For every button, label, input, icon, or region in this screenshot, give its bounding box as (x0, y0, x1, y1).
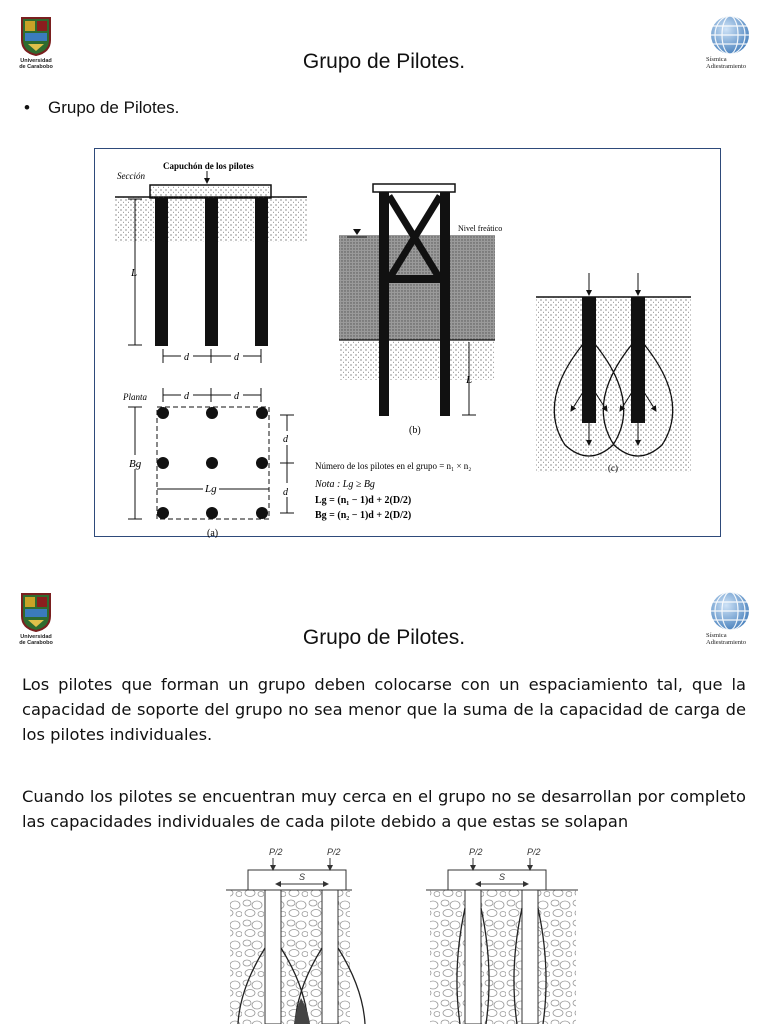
pile-c-left (582, 297, 596, 423)
pile-b-right (440, 192, 450, 416)
label-load: P/2 (527, 847, 541, 857)
plan-pile (157, 407, 169, 419)
pile-cap (150, 185, 271, 198)
university-name-line1: Universidad (20, 634, 52, 640)
formula-numero: Número de los pilotes en el grupo = n₁ × n₂ (315, 461, 472, 471)
pile (255, 198, 268, 346)
label-load: P/2 (327, 847, 341, 857)
caption-c: (c) (608, 463, 618, 473)
pile-c-right (631, 297, 645, 423)
slide-2 (0, 576, 768, 1024)
university-name-line1: Universidad (20, 58, 52, 64)
paragraph-spacing: Los pilotes que forman un grupo deben colocarse con un espaciamiento tal, que la capacidad de soporte del grupo no sea menor que la suma de la capacidad de carga de los pilotes individuales. (22, 675, 746, 744)
university-name-line2: de Carabobo (19, 64, 53, 70)
label-spacing: S (499, 872, 506, 882)
pile-cap (448, 870, 546, 890)
label-capuchon: Capuchón de los pilotes (163, 161, 254, 171)
plan-pile (157, 457, 169, 469)
label-nivel-freatico: Nivel freático (458, 224, 503, 233)
pile (465, 890, 481, 1024)
label-L: L (466, 374, 473, 386)
formula-bg: Bg = (n₂ − 1)d + 2(D/2) (315, 510, 412, 521)
plan-pile (256, 507, 268, 519)
pile (322, 890, 338, 1024)
sismica-name-line2: Adiestramiento (706, 63, 747, 70)
label-d: d (283, 487, 288, 498)
bullet-dot-icon: • (24, 98, 30, 117)
pile (265, 890, 281, 1024)
plan-pile (206, 507, 218, 519)
label-L: L (131, 267, 138, 279)
label-Lg: Lg (205, 483, 217, 495)
caption-a: (a) (207, 528, 219, 538)
pile-group-overlap (226, 847, 365, 1024)
pile-group-figure (94, 148, 721, 537)
label-d: d (283, 434, 288, 445)
bullet-item (24, 98, 179, 118)
label-d: d (184, 391, 189, 402)
plan-pile (256, 407, 268, 419)
pile (522, 890, 538, 1024)
caption-b: (b) (409, 425, 421, 436)
sismica-name-line1: Sísmica (706, 632, 727, 639)
label-load: P/2 (469, 847, 483, 857)
pile-cap (248, 870, 346, 890)
sismica-name-line1: Sísmica (706, 56, 727, 63)
label-d: d (184, 352, 189, 363)
formula-nota: Nota : Lg ≥ Bg (315, 479, 375, 490)
label-spacing: S (299, 872, 306, 882)
overlap-figure (220, 838, 580, 1024)
pile (155, 198, 168, 346)
label-d: d (234, 391, 239, 402)
plan-pile (206, 457, 218, 469)
brace-beam (389, 275, 440, 283)
slide-title: Grupo de Pilotes. (302, 50, 466, 73)
bullet-text: Grupo de Pilotes. (48, 98, 180, 117)
platform-deck (373, 184, 455, 192)
slide-title: Grupo de Pilotes. (302, 626, 466, 649)
plan-pile (256, 457, 268, 469)
label-Bg: Bg (129, 458, 142, 470)
formula-lg: Lg = (n₁ − 1)d + 2(D/2) (315, 495, 412, 506)
pile (205, 198, 218, 346)
label-d: d (234, 352, 239, 363)
plan-pile-grid (157, 407, 268, 519)
sismica-name-line2: Adiestramiento (706, 639, 747, 646)
label-planta: Planta (123, 392, 147, 402)
water-table-zone (339, 235, 495, 340)
pile-b-left (379, 192, 389, 416)
plan-pile (206, 407, 218, 419)
pile-group-diagram (95, 149, 722, 538)
paragraph-overlap: Cuando los pilotes se encuentran muy cerca en el grupo no se desarrollan por completo las capacidades individuales de cada pilote debido a que estas se solapan (22, 787, 746, 831)
university-name-line2: de Carabobo (19, 640, 53, 646)
plan-pile (157, 507, 169, 519)
label-seccion: Sección (117, 171, 145, 181)
label-load: P/2 (269, 847, 283, 857)
water-level-icon (353, 229, 361, 235)
pile-group-spaced (426, 847, 578, 1024)
soil-pebbles (430, 890, 576, 1024)
